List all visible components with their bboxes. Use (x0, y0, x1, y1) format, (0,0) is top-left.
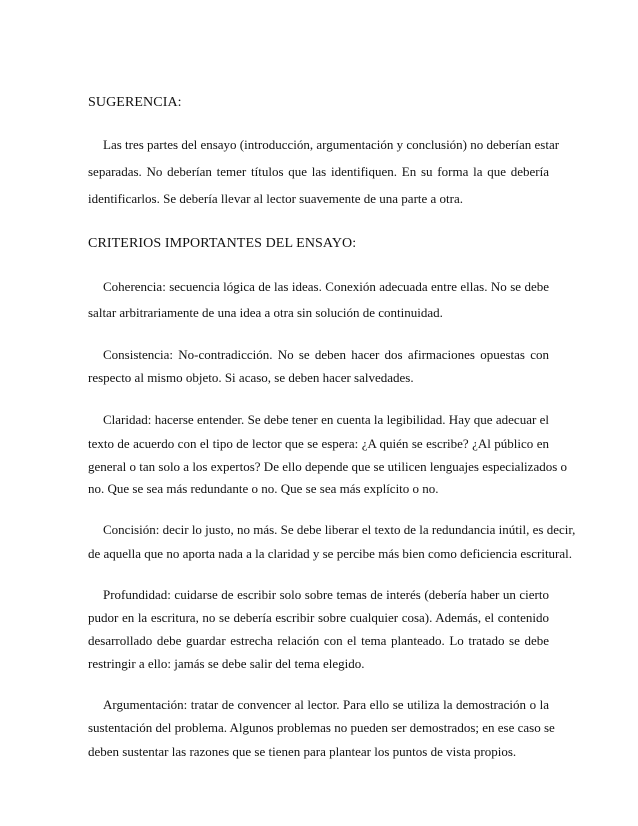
paragraph-line: Claridad: hacerse entender. Se debe tener en cuenta la legibilidad. Hay que adecuar el (103, 412, 549, 427)
paragraph-line: separadas. No deberían temer títulos que las identifiquen. En su forma la que debería (88, 164, 549, 179)
paragraph-line: pudor en la escritura, no se debería escribir sobre cualquier cosa). Además, el contenido (88, 610, 549, 625)
paragraph-line: deben sustentar las razones que se tienen para plantear los puntos de vista propios. (88, 744, 517, 759)
paragraph-line: Profundidad: cuidarse de escribir solo sobre temas de interés (debería haber un cierto (103, 587, 549, 602)
paragraph-line: general o tan solo a los expertos? De ello depende que se utilicen lenguajes especializados o (88, 459, 568, 474)
heading-sugerencia: SUGERENCIA: (88, 95, 182, 110)
paragraph-line: Coherencia: secuencia lógica de las ideas. Conexión adecuada entre ellas. No se debe (103, 279, 549, 294)
paragraph-line: desarrollado debe guardar estrecha relación con el tema planteado. Lo tratado se debe (88, 633, 549, 648)
paragraph-line: respecto al mismo objeto. Si acaso, se deben hacer salvedades. (88, 370, 414, 385)
paragraph-line: sustentación del problema. Algunos problemas no pueden ser demostrados; en ese caso se (88, 720, 555, 735)
paragraph-line: Concisión: decir lo justo, no más. Se debe liberar el texto de la redundancia inútil, es decir, (103, 522, 576, 537)
paragraph-line: no. Que se sea más redundante o no. Que se sea más explícito o no. (88, 481, 439, 496)
paragraph-line: saltar arbitrariamente de una idea a otra sin solución de continuidad. (88, 305, 443, 320)
paragraph-line: Argumentación: tratar de convencer al lector. Para ello se utiliza la demostración o la (103, 697, 549, 712)
paragraph-line: restringir a ello: jamás se debe salir del tema elegido. (88, 656, 365, 671)
paragraph-line: Las tres partes del ensayo (introducción, argumentación y conclusión) no deberían estar (103, 137, 560, 152)
paragraph-line: identificarlos. Se debería llevar al lector suavemente de una parte a otra. (88, 191, 464, 206)
heading-criterios: CRITERIOS IMPORTANTES DEL ENSAYO: (88, 236, 357, 251)
paragraph-line: Consistencia: No-contradicción. No se deben hacer dos afirmaciones opuestas con (103, 347, 549, 362)
paragraph-line: texto de acuerdo con el tipo de lector que se espera: ¿A quién se escribe? ¿Al público en (88, 436, 549, 451)
paragraph-line: de aquella que no aporta nada a la claridad y se percibe más bien como deficiencia escritural. (88, 546, 573, 561)
